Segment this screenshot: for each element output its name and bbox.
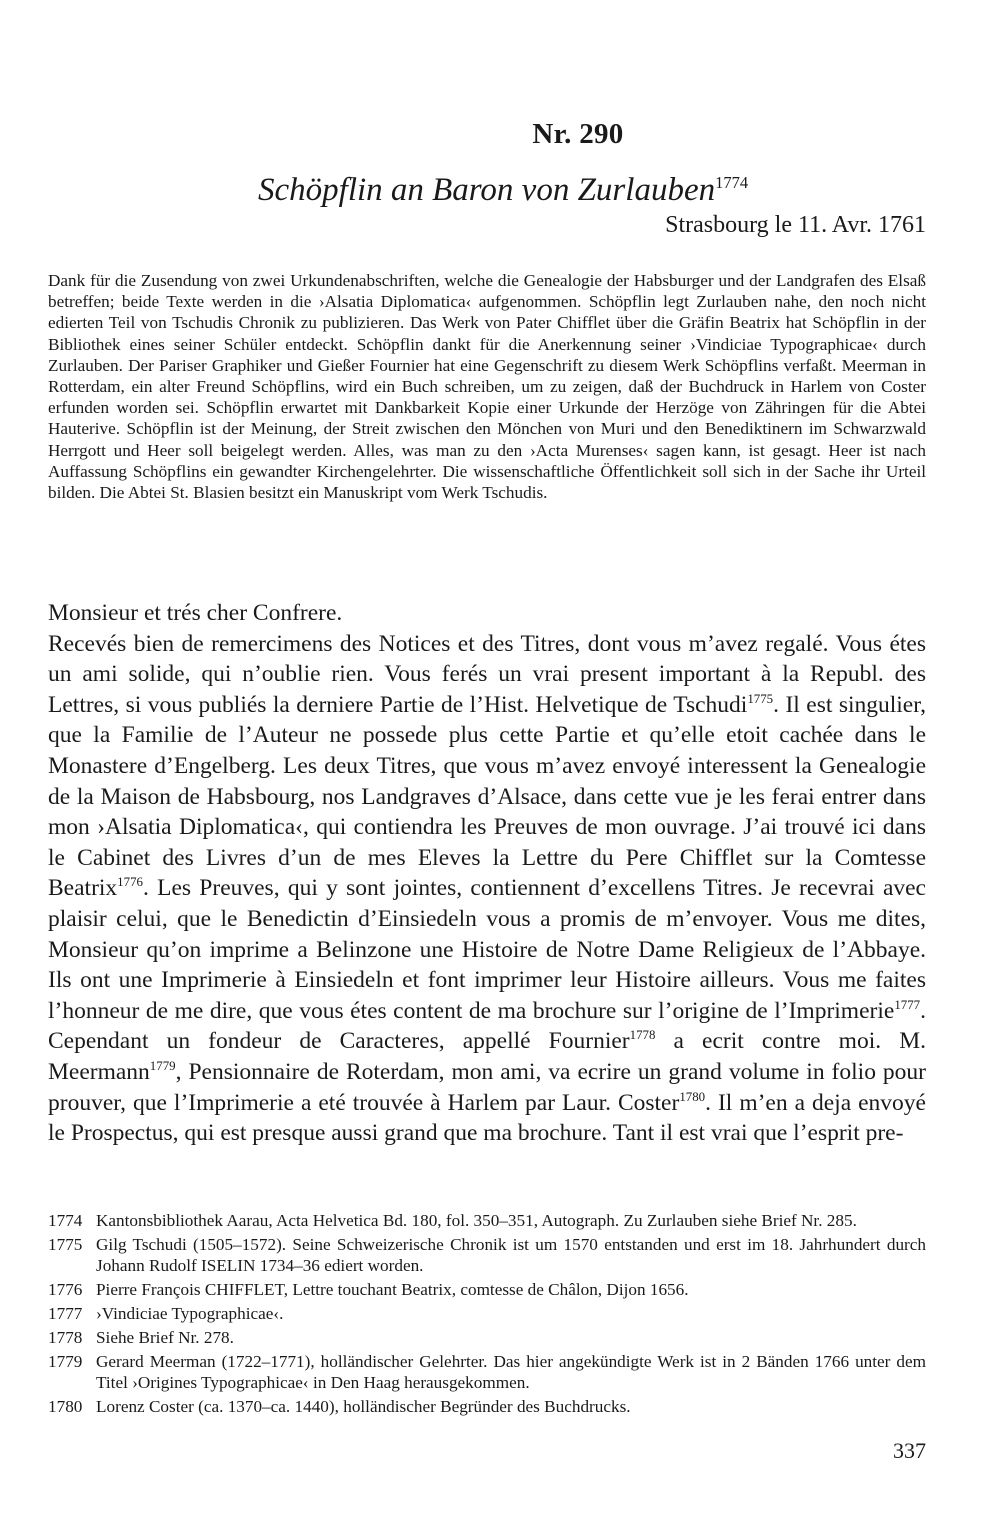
footnote: [48, 1351, 926, 1393]
dateline: Strasbourg le 11. Avr. 1761: [665, 212, 926, 238]
footnote-ref: 1776: [117, 874, 143, 890]
footnote-ref: 1777: [894, 996, 921, 1012]
footnote-number: 1780: [48, 1397, 83, 1416]
title-footnote-ref: 1774: [715, 173, 749, 192]
footnote-text: Siehe Brief Nr. 278.: [96, 1328, 234, 1347]
page-number: 337: [893, 1438, 926, 1463]
footnote-ref: 1779: [149, 1058, 176, 1074]
salutation: Monsieur et trés cher Confrere.: [48, 600, 343, 626]
letter-body: [48, 598, 926, 1149]
footnote-ref: 1780: [679, 1088, 706, 1104]
footnote-number: 1776: [48, 1280, 83, 1299]
letter-paragraph: [48, 629, 926, 1149]
document-page: [48, 0, 926, 1537]
footnote: [48, 1210, 926, 1231]
text-segment: Recevés bien de remercimens des Notices et des Titres, dont vous m’avez regalé. Vous étes un ami solide, qui n’oublie rien. Vous ferés un vrai present important à la Republ. des Lettres, si vous publiés la derniere Partie de l’Hist. Helvetique de Tschudi: [48, 630, 926, 718]
footnote-ref: 1778: [629, 1027, 656, 1043]
footnote: [48, 1327, 926, 1348]
footnote: [48, 1396, 926, 1417]
footnote-text: Gerard Meerman (1722–1771), holländischer Gelehrter. Das hier angekündigte Werk ist in 2 Bänden 1766 unter dem Titel ›Origines Typographicae‹ in Den Haag herausgekommen.: [96, 1352, 926, 1392]
footnote-text: ›Vindiciae Typographicae‹.: [96, 1304, 284, 1323]
text-segment: . Cependant un fondeur de Caracteres, appellé Fournier: [48, 997, 926, 1055]
text-segment: . Il est singulier, que la Familie de l’Auteur ne possede plus cette Partie et qu’elle etoit cachée dans le Monastere d’Engelberg. Les deux Titres, que vous m’avez envoyé interessent la Genealogie de la Maison de Habsbourg, nos Landgraves d’Alsace, dans cette vue je les ferai entrer dans mon ›Alsatia Diplomatica‹, qui contiendra les Preuves de mon ouvrage. J’ai trouvé ici dans le Cabinet des Livres d’un de mes Eleves la Lettre du Pere Chifflet sur la Comtesse Beatrix: [48, 691, 926, 902]
footnote-text: Kantonsbibliothek Aarau, Acta Helvetica Bd. 180, fol. 350–351, Autograph. Zu Zurlauben siehe Brief Nr. 285.: [96, 1211, 857, 1230]
footnote: [48, 1234, 926, 1276]
footnote-text: Pierre François CHIFFLET, Lettre touchant Beatrix, comtesse de Châlon, Dijon 1656.: [96, 1280, 689, 1299]
letter-title: [258, 172, 748, 209]
footnote-text: Gilg Tschudi (1505–1572). Seine Schweizerische Chronik ist um 1570 entstanden und erst im 18. Jahrhundert durch Johann Rudolf ISELIN 1734–36 ediert worden.: [96, 1235, 926, 1275]
footnotes: [48, 1210, 926, 1420]
footnote-number: 1777: [48, 1304, 83, 1323]
footnote-ref: 1775: [747, 690, 774, 706]
footnote-number: 1778: [48, 1328, 83, 1347]
footnote: [48, 1303, 926, 1324]
text-segment: . Les Preuves, qui y sont jointes, contiennent d’excellens Titres. Je recevrai avec plaisir celui, que le Benedictin d’Einsiedeln vous a promis de m’envoyer. Vous me dites, Monsieur qu’on imprime a Belinzone une Histoire de Notre Dame Religieux de l’Abbaye. Ils ont une Imprimerie à Einsiedeln et font imprimer leur Histoire ailleurs. Vous me faites l’honneur de me dire, que vous étes content de ma brochure sur l’origine de l’Imprimerie: [48, 875, 926, 1024]
letter-number: Nr. 290: [532, 118, 624, 150]
footnote-number: 1774: [48, 1211, 83, 1230]
regest-summary: Dank für die Zusendung von zwei Urkundenabschriften, welche die Genealogie der Habsburger und der Landgrafen des Elsaß betreffen; beide Texte werden in die ›Alsatia Diplomatica‹ aufgenommen. Schöpflin legt Zurlauben nahe, den noch nicht edierten Teil von Tschudis Chronik zu publizieren. Das Werk von Pater Chifflet über die Gräfin Beatrix hat Schöpflin in der Bibliothek eines seiner Schüler entdeckt. Schöpflin dankt für die Anerkennung seiner ›Vindiciae Typographicae‹ durch Zurlauben. Der Pariser Graphiker und Gießer Fournier hat eine Gegenschrift zu diesem Werk Schöpflins verfaßt. Meerman in Rotterdam, ein alter Freund Schöpflins, wird ein Buch schreiben, um zu zeigen, daß der Buchdruck in Harlem von Coster erfunden worden sei. Schöpflin erwartet mit Dankbarkeit Kopie einer Urkunde der Herzöge von Zähringen für die Abtei Hauterive. Schöpflin ist der Meinung, der Streit zwischen den Mönchen von Muri und den Benediktinern im Schwarzwald Herrgott und Heer soll beigelegt werden. Alles, was man zu den ›Acta Murenses‹ sagen kann, ist gesagt. Heer ist nach Auffassung Schöpflins ein gewandter Kirchengelehrter. Die wissenschaftliche Öffentlichkeit soll sich in der Sache ihr Urteil bilden. Die Abtei St. Blasien besitzt ein Manuskript vom Werk Tschudis.: [48, 271, 926, 503]
footnote-number: 1775: [48, 1235, 83, 1254]
text-segment: , Pensionnaire de Roterdam, mon ami, va ecrire un grand volume in folio pour prouver, que l’Imprimerie a eté trouvée à Harlem par Laur. Coster: [48, 1058, 926, 1116]
footnote: [48, 1279, 926, 1300]
footnote-text: Lorenz Coster (ca. 1370–ca. 1440), holländischer Begründer des Buchdrucks.: [96, 1397, 631, 1416]
footnote-number: 1779: [48, 1352, 83, 1371]
text-segment: a ecrit contre moi. M. Meermann: [48, 1028, 926, 1085]
text-segment: . Il m’en a deja envoyé le Prospectus, qui est presque aussi grand que ma brochure. Tant il est vrai que l’esprit pre-: [48, 1089, 926, 1147]
letter-title-text: Schöpflin an Baron von Zurlauben: [258, 172, 716, 208]
